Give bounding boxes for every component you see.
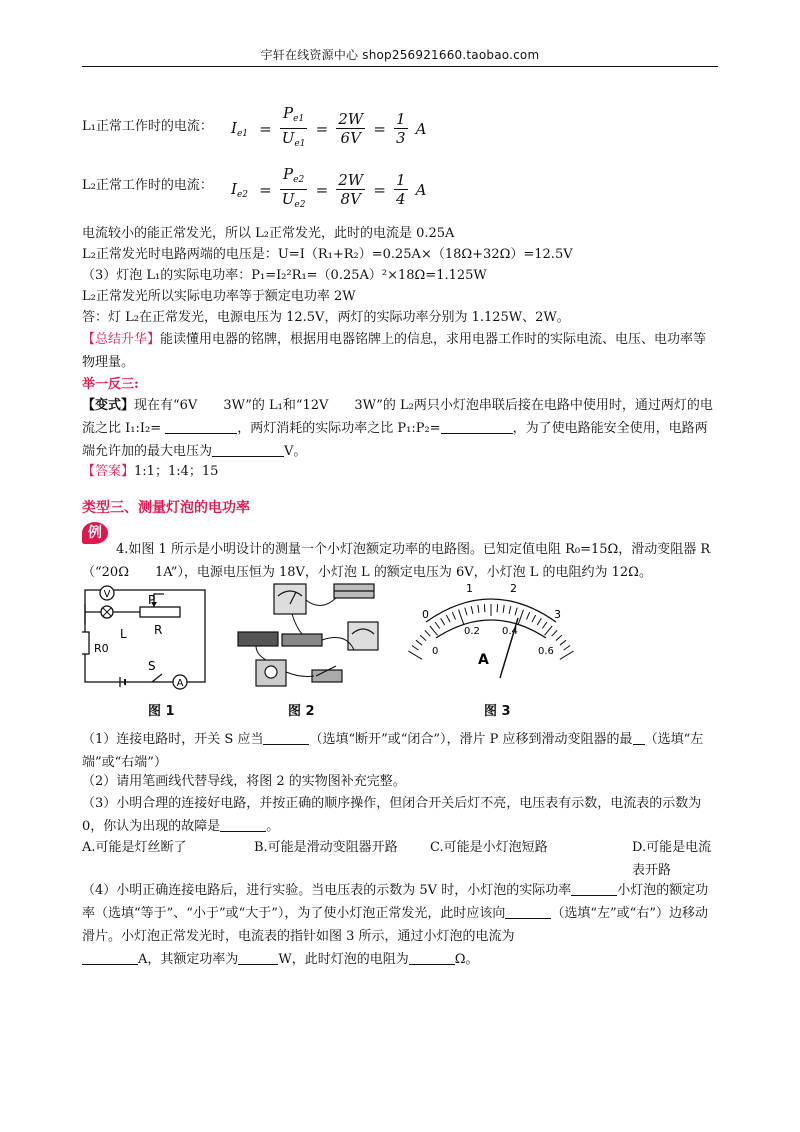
figure-3-ammeter-dial — [406, 582, 576, 692]
scale-bottom-2: 0.4 — [502, 626, 518, 637]
figure-2-apparatus — [236, 582, 386, 692]
dial-tick — [484, 604, 485, 612]
dial-tick — [527, 612, 530, 619]
dial-tick — [446, 615, 450, 622]
dial-tick — [552, 630, 558, 636]
dial-tick — [408, 651, 422, 659]
solution-line-4: L₂正常发光所以实际电功率等于额定电功率 2W — [82, 289, 356, 304]
practice-answer — [82, 462, 218, 482]
scale-top-3: 3 — [554, 608, 561, 621]
summary-text: 能读懂用电器的铭牌，根据用电器铭牌上的信息，求用电器工作时的实际电流、电压、电功率等物理量。 — [82, 332, 707, 370]
l2-current-label: L₂正常工作时的电流： — [82, 178, 213, 193]
dial-tick — [430, 626, 438, 635]
scale-top-2: 2 — [510, 582, 517, 595]
practice-heading: 举一反三: — [82, 377, 139, 392]
blank-resistance[interactable] — [409, 952, 455, 965]
solution-line-1: 电流较小的能正常发光，所以 L₂正常发光，此时的电流是 0.25A — [82, 226, 455, 241]
l1-formula: $I_{e1}$ = $\frac{P_{e1}}{U_{e1}}$ = $\frac{2W}{6V}$ = $\frac{1}{3}$ A — [231, 104, 427, 149]
scale-top-0: 0 — [422, 608, 429, 621]
l1-current-label: L₁正常工作时的电流： — [82, 119, 213, 134]
scale-top-1: 1 — [466, 582, 473, 595]
dial-tick — [452, 612, 455, 619]
variant-tag: 【变式】 — [82, 398, 135, 413]
slider-label: P — [148, 593, 156, 607]
dial-tick — [537, 618, 541, 625]
figure-2-caption: 图 2 — [288, 704, 315, 719]
figure-1-circuit — [82, 584, 210, 692]
dial-tick — [425, 630, 431, 636]
question-3: （3）小明合理的连接好电路，并按正确的顺序操作，但闭合开关后灯不亮，电压表有示数，电流表的示数为 0，你认为出现的故障是 。 — [82, 796, 702, 834]
dial-tick — [564, 646, 571, 651]
dial-tick — [441, 618, 445, 625]
example-intro: 4.如图 1 所示是小明设计的测量一个小灯泡额定功率的电路图。已知定值电阻 R₀=15Ω，滑动变阻器 R（“20Ω 1A”），电源电压恒为 18V，小灯泡 L 的额定电压为 6V，小灯泡 L 的电阻约为 12Ω。 — [82, 542, 711, 580]
blank-fault[interactable] — [220, 819, 266, 832]
scale-bottom-0: 0 — [432, 646, 439, 657]
practice-variant: 【变式】现在有“6V 3W”的 L₁和“12V 3W”的 L₂两只小灯泡串联后接在电路中使用时，通过两灯的电流之比 I₁:I₂= ，两灯消耗的实际功率之比 P₁:P₂= ，为了使电路能安全使用，电路两端允许加的最大电压为 V。 — [82, 398, 713, 459]
answer-tag: 【答案】 — [82, 464, 135, 479]
scale-bottom-1: 0.2 — [464, 626, 480, 637]
dial-tick — [503, 605, 504, 613]
option-a[interactable]: A.可能是灯丝断了 — [82, 840, 187, 855]
option-d[interactable]: D.可能是电流表开路 — [632, 840, 712, 878]
battery-device — [238, 632, 278, 646]
answer-text: 1:1；1:4；15 — [134, 464, 219, 479]
ammeter-device — [348, 622, 378, 650]
dial-tick — [416, 640, 422, 645]
dial-tick — [478, 605, 479, 613]
option-b[interactable]: B.可能是滑动变阻器开路 — [254, 840, 398, 855]
blank-slide-direction[interactable] — [505, 906, 551, 919]
resistor-label: R0 — [94, 642, 109, 655]
blank-rated-power[interactable] — [238, 952, 278, 965]
dial-tick — [556, 635, 562, 640]
summary-tag: 【总结升华】 — [82, 332, 161, 347]
voltmeter-label: V — [103, 589, 111, 600]
dial-tick — [542, 622, 547, 629]
example-badge: 例 — [82, 522, 108, 544]
resistor-symbol — [82, 632, 89, 654]
dial-tick — [412, 646, 419, 651]
rheostat-symbol — [140, 607, 180, 617]
question-4: （4）小明正确连接电路后，进行实验。当电压表的示数为 5V 时，小灯泡的实际功率 小灯泡的额定功率（选填“等于”、“小于”或“大于”），为了使小灯泡正常发光，此时应该向 （选填“左”或“右”）边移动滑片。小灯泡正常发光时，电流表的指针如图 3 所示，通过小灯泡的电流为 A，其额定功率为 W，此时灯泡的电阻为 Ω。 — [82, 883, 709, 967]
l2-formula: $I_{e2}$ = $\frac{P_{e2}}{U_{e2}}$ = $\frac{2W}{8V}$ = $\frac{1}{4}$ A — [231, 165, 427, 210]
dial-tick — [532, 615, 536, 622]
dial-tick — [560, 651, 574, 659]
ammeter-label: A — [176, 678, 184, 689]
dial-tick — [560, 640, 566, 645]
dial-unit: A — [478, 652, 489, 668]
dial-tick — [420, 635, 426, 640]
option-c[interactable]: C.可能是小灯泡短路 — [430, 840, 548, 855]
blank-slider-end[interactable] — [633, 732, 645, 745]
figure-3-caption: 图 3 — [484, 704, 511, 719]
dial-tick — [509, 606, 511, 614]
blank-switch-state[interactable] — [263, 732, 309, 745]
blank-actual-power[interactable] — [571, 883, 617, 896]
dial-tick — [465, 608, 467, 616]
scale-bottom-3: 0.6 — [538, 646, 554, 657]
rheostat-label: R — [154, 623, 163, 637]
dial-tick — [435, 622, 440, 629]
solution-answer: 答：灯 L₂在正常发光，电源电压为 12.5V，两灯的实际功率分别为 1.125W、2W。 — [82, 310, 570, 325]
lamp-label: L — [120, 627, 127, 641]
page-header: 宇轩在线资源中心 shop256921660.taobao.com — [82, 46, 718, 67]
blank-max-voltage[interactable] — [212, 444, 284, 457]
dial-tick — [518, 610, 523, 625]
blank-current-ratio[interactable] — [165, 421, 237, 434]
dial-tick — [545, 626, 553, 635]
section-title: 类型三、测量灯泡的电功率 — [82, 500, 250, 516]
dial-tick — [471, 606, 473, 614]
blank-power-ratio[interactable] — [441, 421, 513, 434]
question-1: （1）连接电路时，开关 S 应当 （选填“断开”或“闭合”），滑片 P 应移到滑动变阻器的最 （选填“左端”或“右端”） — [82, 732, 704, 770]
voltmeter-device — [274, 584, 306, 614]
figure-1-caption: 图 1 — [148, 704, 175, 719]
switch-label: S — [148, 659, 156, 673]
dial-tick — [497, 604, 498, 612]
summary-block — [82, 328, 718, 374]
dial-tick — [515, 608, 517, 616]
dial-tick — [459, 610, 464, 625]
solution-line-2: L₂正常发光时电路两端的电压是：U=I（R₁+R₂）=0.25A×（18Ω+32Ω）=12.5V — [82, 247, 573, 262]
question-2: （2）请用笔画线代替导线，将图 2 的实物图补充完整。 — [82, 774, 406, 789]
solution-line-3: （3）灯泡 L₁的实际电功率：P₁=I₂²R₁=（0.25A）²×18Ω=1.125W — [82, 268, 487, 283]
blank-current[interactable] — [82, 952, 138, 965]
